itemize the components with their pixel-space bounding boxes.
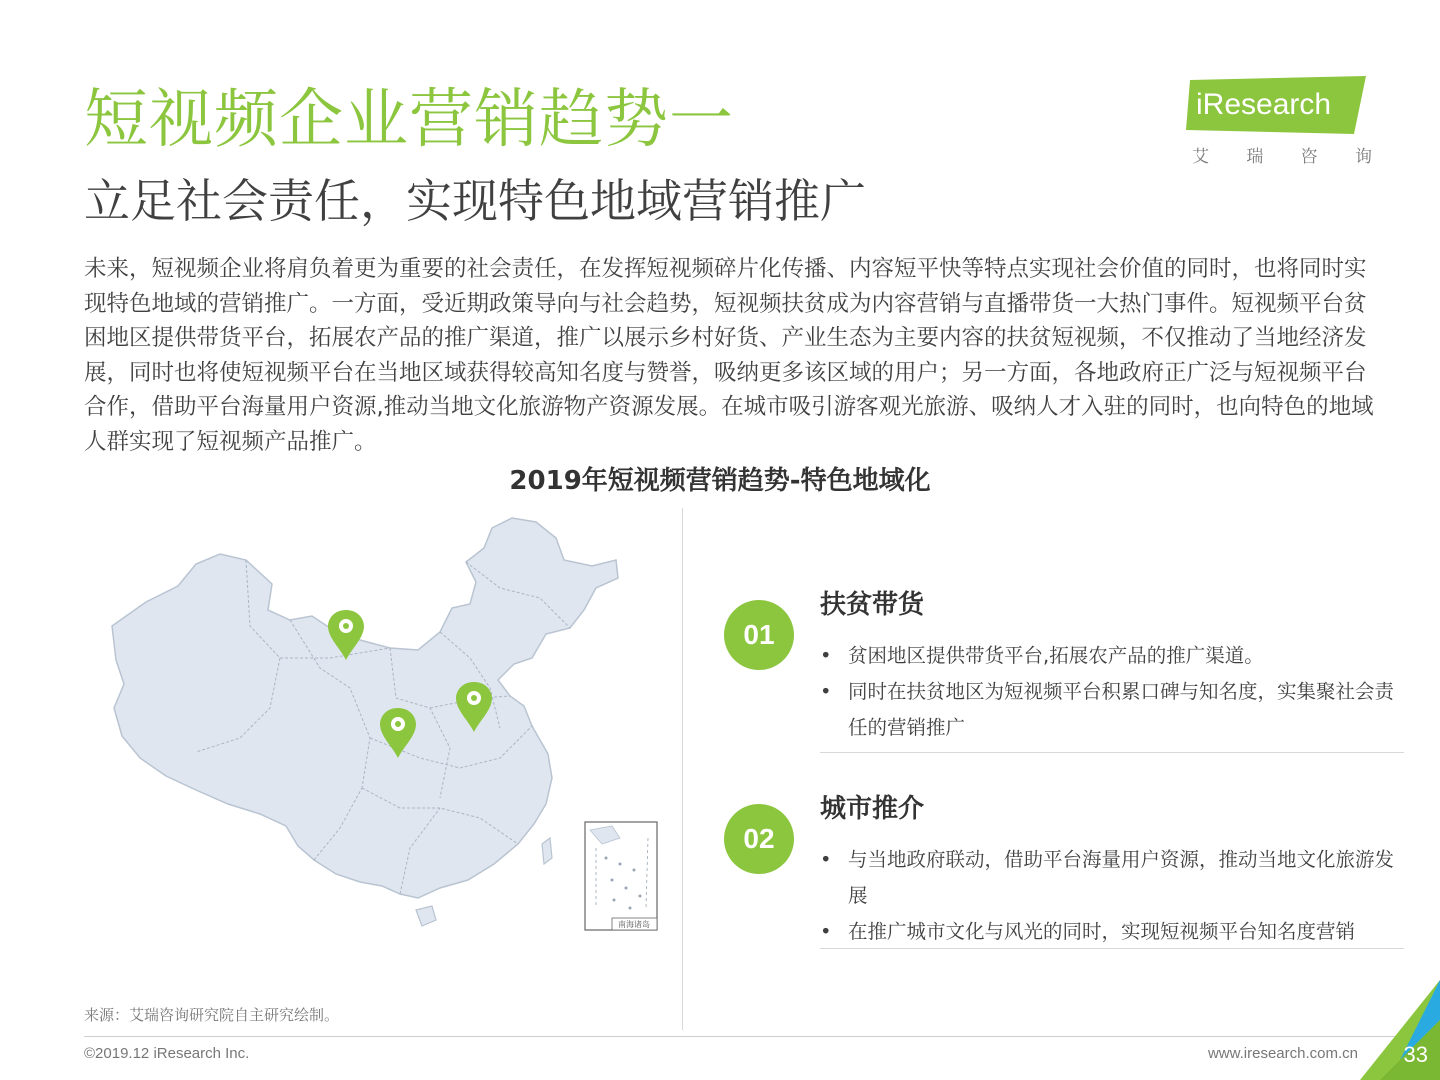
section-bullet-list	[820, 638, 1404, 746]
bullet-text: 在推广城市文化与风光的同时，实现短视频平台知名度营销	[848, 920, 1356, 943]
list-item	[820, 638, 1404, 674]
website-link[interactable]: www.iresearch.com.cn	[1207, 1045, 1358, 1062]
logo-char: 艾	[1192, 147, 1209, 167]
section-divider	[820, 948, 1404, 949]
bullet-icon: •	[820, 848, 832, 871]
iresearch-logo	[1186, 74, 1376, 170]
intro-paragraph: 未来，短视频企业将肩负着更为重要的社会责任，在发挥短视频碎片化传播、内容短平快等特点实现社会价值的同时，也将同时实现特色地域的营销推广。一方面，受近期政策导向与社会趋势，短视频扶贫成为内容营销与直播带货一大热门事件。短视频平台贫困地区提供带货平台，拓展农产品的推广渠道，推广以展示乡村好货、产业生态为主要内容的扶贫短视频，不仅推动了当地经济发展，同时也将使短视频平台在当地区域获得较高知名度与赞誉，吸纳更多该区域的用户；另一方面，各地政府正广泛与短视频平台合作，借助平台海量用户资源,推动当地文化旅游物产资源发展。在城市吸引游客观光旅游、吸纳人才入驻的同时，也向特色的地域人群实现了短视频产品推广。	[84, 256, 1374, 455]
hainan-island	[416, 906, 436, 926]
south-china-sea-inset	[585, 822, 657, 930]
section-heading: 扶贫带货	[820, 590, 925, 620]
list-item	[820, 914, 1404, 950]
bullet-text: 贫困地区提供带货平台,拓展农产品的推广渠道。	[848, 644, 1264, 667]
corner-decoration-icon	[1360, 980, 1440, 1080]
china-outline	[112, 518, 618, 898]
bullet-text: 与当地政府联动，借助平台海量用户资源，推动当地文化旅游发展	[848, 848, 1395, 907]
bullet-text: 同时在扶贫地区为短视频平台积累口碑与知名度，实集聚社会责任的营销推广	[848, 680, 1395, 739]
logo-char: 询	[1354, 147, 1372, 167]
section-bullet-list	[820, 842, 1404, 950]
chart-title: 2019年短视频营销趋势-特色地域化	[509, 466, 931, 496]
china-map	[100, 508, 670, 938]
logo-char: 咨	[1300, 147, 1318, 167]
page-title: 短视频企业营销趋势一	[84, 83, 734, 157]
taiwan-island	[542, 838, 552, 864]
section-number-badge: 02	[724, 804, 794, 874]
section-divider	[820, 752, 1404, 753]
bullet-icon: •	[820, 920, 832, 943]
bullet-icon: •	[820, 644, 832, 667]
logo-text: iResearch	[1196, 88, 1332, 121]
bullet-icon: •	[820, 680, 832, 703]
source-note: 来源：艾瑞咨询研究院自主研究绘制。	[84, 1006, 340, 1024]
list-item	[820, 674, 1404, 746]
logo-chinese	[1192, 142, 1372, 167]
section-heading: 城市推介	[820, 794, 925, 824]
inset-label: 南海诸岛	[618, 920, 650, 929]
page-subtitle: 立足社会责任，实现特色地域营销推广	[84, 174, 866, 228]
list-item	[820, 842, 1404, 914]
copyright: ©2019.12 iResearch Inc.	[84, 1045, 250, 1062]
section-number-badge: 01	[724, 600, 794, 670]
footer-divider	[84, 1036, 1420, 1037]
vertical-divider	[682, 508, 683, 1030]
page-number: 33	[1403, 1042, 1428, 1067]
logo-char: 瑞	[1246, 147, 1264, 167]
